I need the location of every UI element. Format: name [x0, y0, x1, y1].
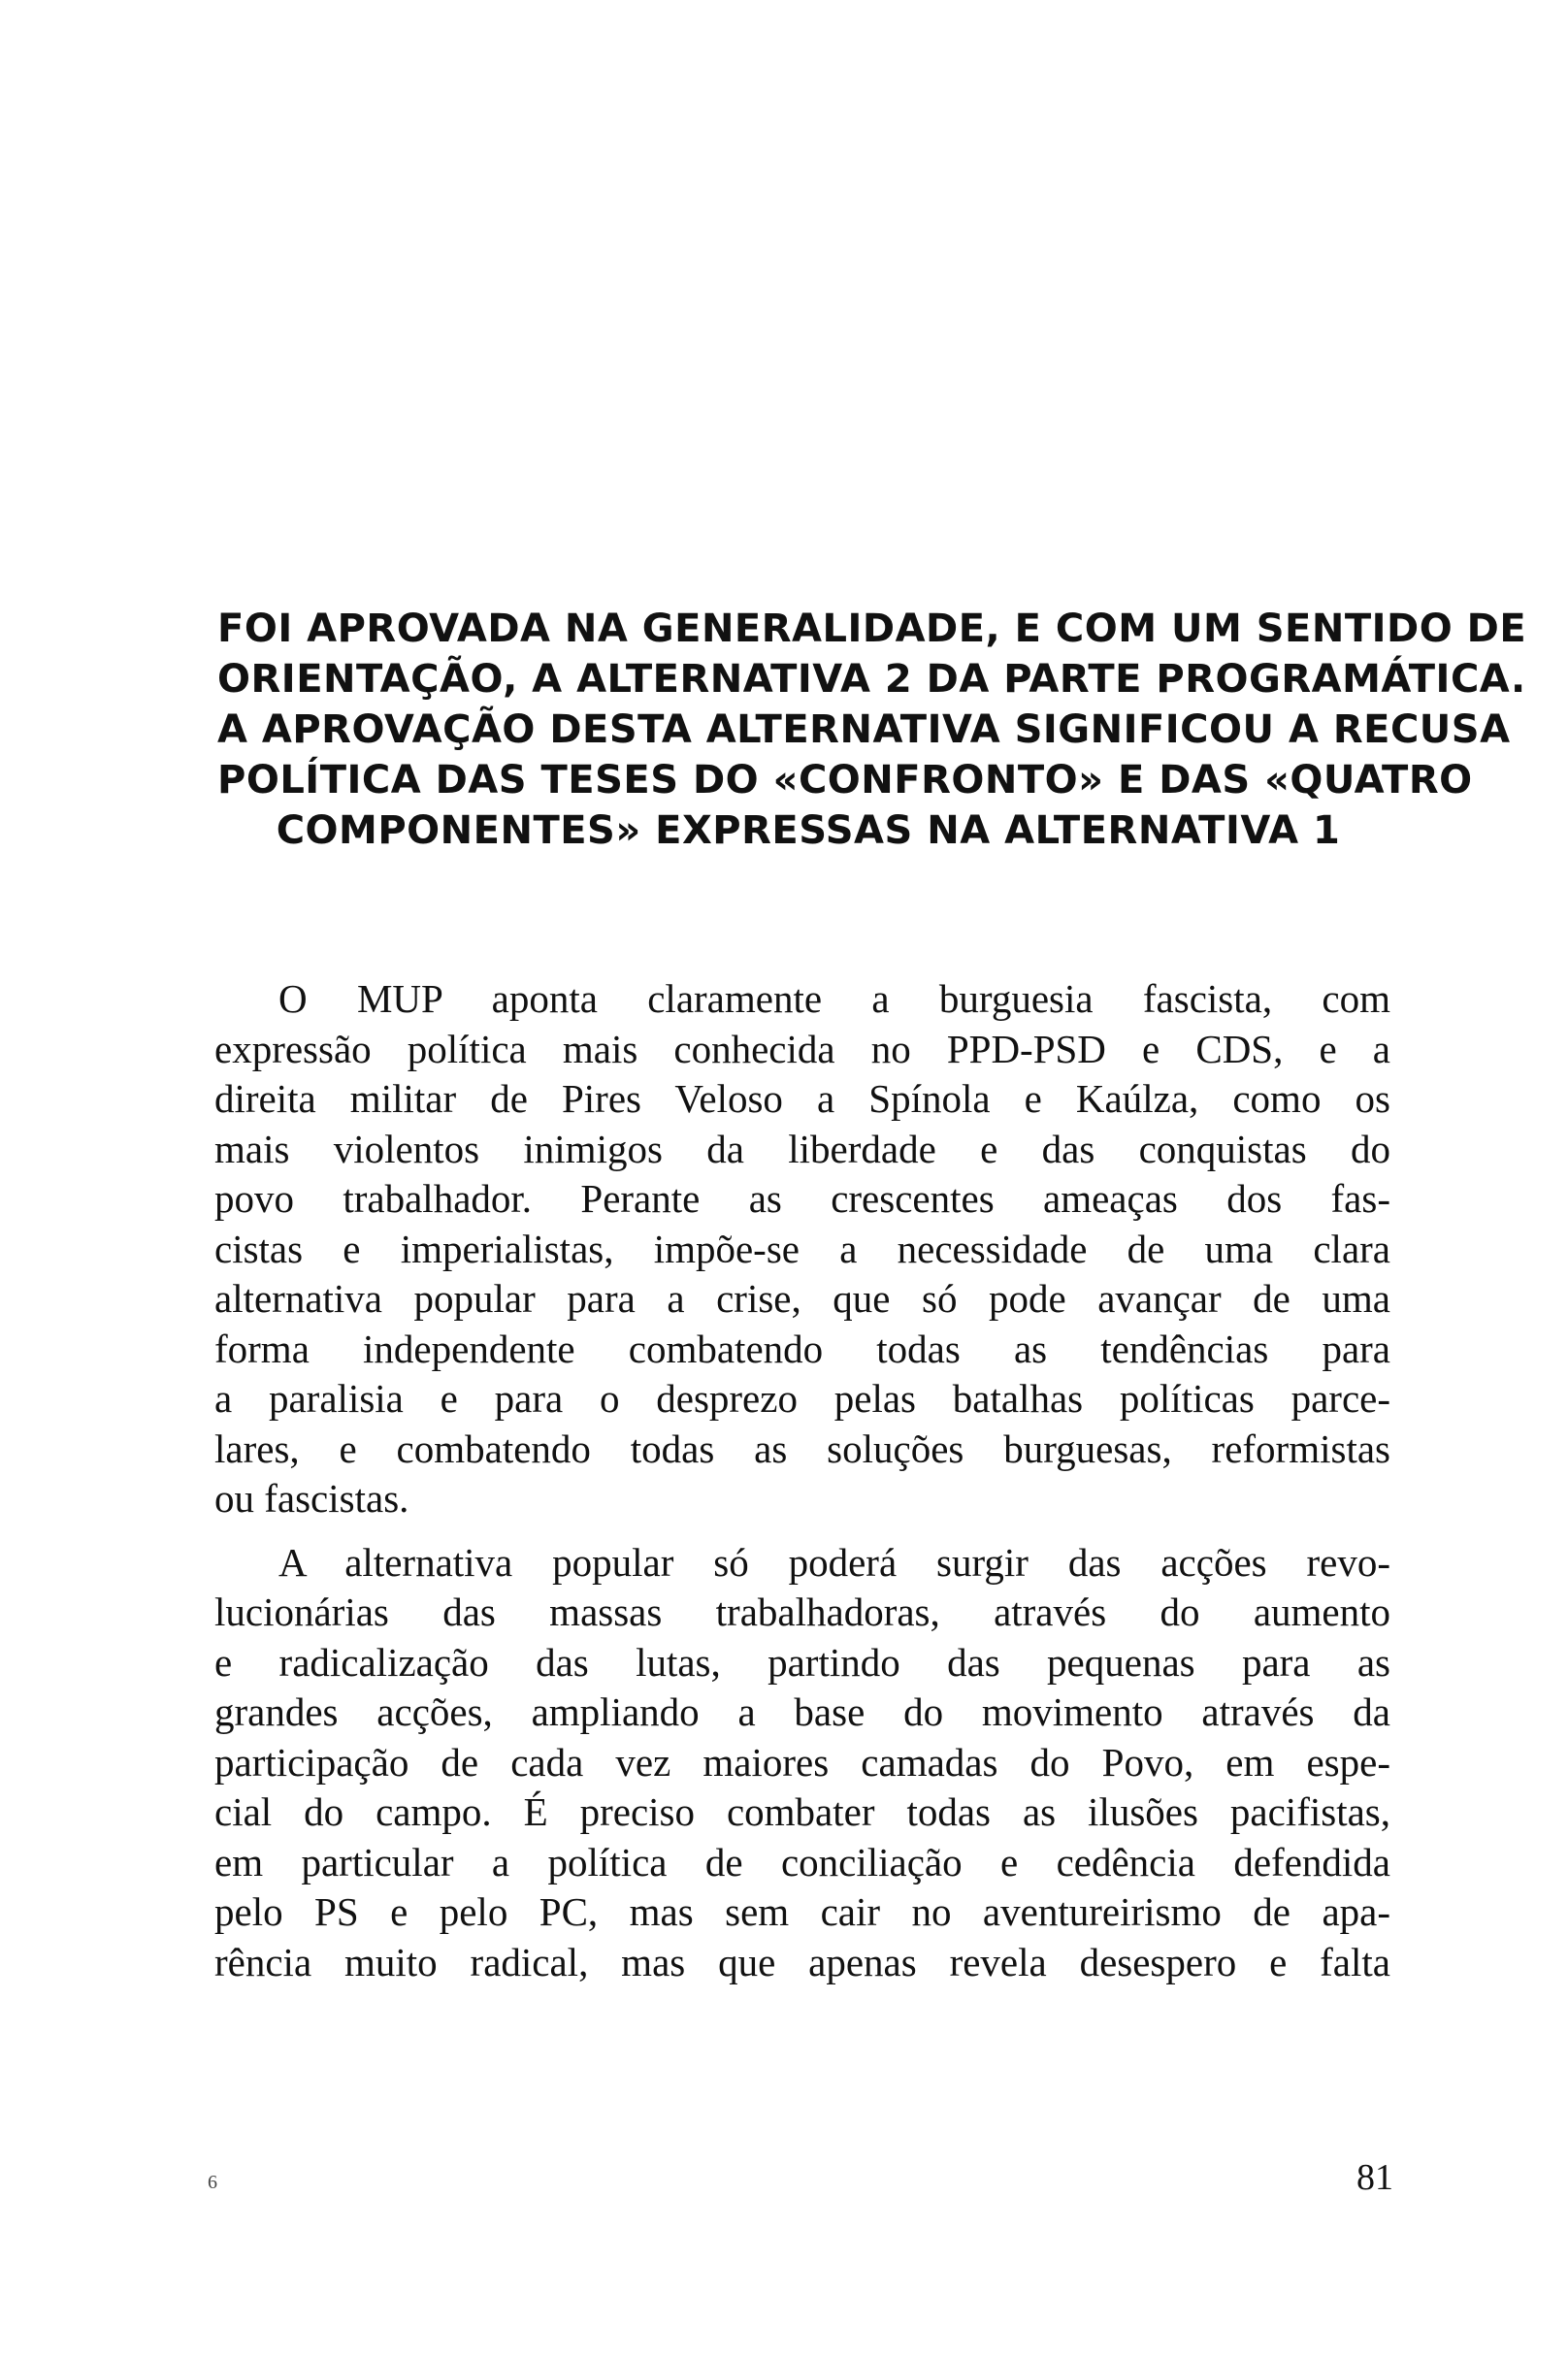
- paragraph-1-line: povo trabalhador. Perante as crescentes ameaças dos fas-: [214, 1176, 1390, 1221]
- paragraph-2-line: participação de cada vez maiores camadas do Povo, em espe-: [214, 1739, 1390, 1785]
- paragraph-2-line: rência muito radical, mas que apenas revela desespero e falta: [214, 1939, 1390, 1984]
- paragraph-2-line: em particular a política de conciliação e cedência defendida: [214, 1839, 1390, 1885]
- heading-line: FOI APROVADA NA GENERALIDADE, E COM UM SENTIDO DE: [217, 606, 1527, 651]
- paragraph-1-line: alternativa popular para a crise, que só pode avançar de uma: [214, 1276, 1390, 1321]
- body-text: [214, 974, 1390, 1987]
- paragraph-1-line: forma independente combatendo todas as tendências para: [214, 1326, 1390, 1371]
- paragraph-1-line: direita militar de Pires Veloso a Spínola e Kaúlza, como os: [214, 1076, 1390, 1121]
- paragraph-2-line: lucionárias das massas trabalhadoras, através do aumento: [214, 1590, 1390, 1634]
- signature-mark: 6: [208, 2172, 217, 2193]
- paragraph-2-line: e radicalização das lutas, partindo das pequenas para as: [214, 1639, 1390, 1685]
- paragraph-1-line: ou fascistas.: [214, 1476, 409, 1521]
- paragraph-2-line: grandes acções, ampliando a base do movimento através da: [214, 1689, 1390, 1734]
- heading-line: COMPONENTES» EXPRESSAS NA ALTERNATIVA 1: [276, 808, 1341, 853]
- section-heading: [217, 604, 1527, 856]
- page-number: 81: [1356, 2157, 1393, 2198]
- heading-line: ORIENTAÇÃO, A ALTERNATIVA 2 DA PARTE PROGRAMÁTICA.: [217, 657, 1526, 702]
- paragraph-2-line: cial do campo. É preciso combater todas as ilusões pacifistas,: [214, 1789, 1390, 1834]
- paragraph-1-line: mais violentos inimigos da liberdade e das conquistas do: [214, 1126, 1390, 1171]
- paragraph-1-line: cistas e imperialistas, impõe-se a necessidade de uma clara: [214, 1226, 1390, 1271]
- paragraph-2-line: pelo PS e pelo PC, mas sem cair no aventureirismo de apa-: [214, 1889, 1390, 1934]
- heading-line: A APROVAÇÃO DESTA ALTERNATIVA SIGNIFICOU A RECUSA: [217, 707, 1511, 752]
- paragraph-gap: [214, 1524, 1390, 1538]
- heading-line: POLÍTICA DAS TESES DO «CONFRONTO» E DAS «QUATRO: [217, 758, 1473, 803]
- paragraph-2-line: A alternativa popular só poderá surgir das acções revo-: [278, 1539, 1390, 1585]
- paragraph-1-line: lares, e combatendo todas as soluções burguesas, reformistas: [214, 1426, 1390, 1471]
- paragraph-1-line: O MUP aponta claramente a burguesia fascista, com: [278, 976, 1390, 1021]
- paragraph-1-line: a paralisia e para o desprezo pelas batalhas políticas parce-: [214, 1376, 1390, 1421]
- paragraph-1-line: expressão política mais conhecida no PPD-PSD e CDS, e a: [214, 1026, 1390, 1071]
